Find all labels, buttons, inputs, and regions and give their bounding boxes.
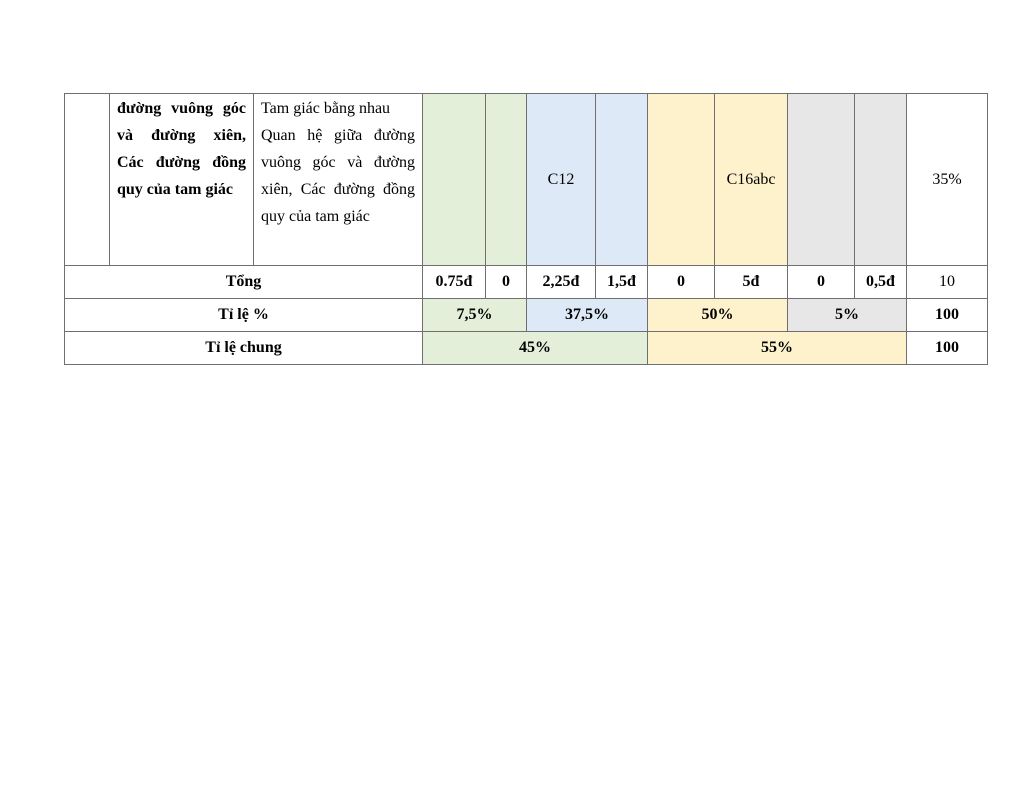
percent-cell: 35% xyxy=(907,94,988,266)
content-line-1: Tam giác bằng nhau xyxy=(261,100,391,117)
content-line-2: Quan hệ giữa đường vuông góc và đường xiên, Các đường đồng quy của tam giác xyxy=(261,127,415,225)
total-value-5: 0 xyxy=(648,266,715,299)
topic-cell: đường vuông góc và đường xiên, Các đường đồng quy của tam giác xyxy=(110,94,254,266)
total-value-7: 0 xyxy=(788,266,855,299)
nb-tl-cell xyxy=(486,94,527,266)
general-basic: 45% xyxy=(423,332,648,365)
vdc-tn-cell xyxy=(788,94,855,266)
percent-nb: 7,5% xyxy=(423,299,527,332)
index-cell xyxy=(65,94,110,266)
total-value-1: 0.75đ xyxy=(423,266,486,299)
general-advanced: 55% xyxy=(648,332,907,365)
percent-total: 100 xyxy=(907,299,988,332)
total-value-6: 5đ xyxy=(715,266,788,299)
vd-tl-cell: C16abc xyxy=(715,94,788,266)
percent-label: Tỉ lệ % xyxy=(65,299,423,332)
total-row xyxy=(65,266,988,299)
percent-vdc: 5% xyxy=(788,299,907,332)
content-row xyxy=(65,94,988,266)
total-value-3: 2,25đ xyxy=(527,266,596,299)
percent-th: 37,5% xyxy=(527,299,648,332)
th-tl-cell xyxy=(596,94,648,266)
total-sum: 10 xyxy=(907,266,988,299)
th-tn-cell: C12 xyxy=(527,94,596,266)
total-value-4: 1,5đ xyxy=(596,266,648,299)
percent-row xyxy=(65,299,988,332)
percent-vd: 50% xyxy=(648,299,788,332)
general-label: Tỉ lệ chung xyxy=(65,332,423,365)
vdc-tl-cell xyxy=(855,94,907,266)
vd-tn-cell xyxy=(648,94,715,266)
total-value-2: 0 xyxy=(486,266,527,299)
general-row xyxy=(65,332,988,365)
total-value-8: 0,5đ xyxy=(855,266,907,299)
matrix-table xyxy=(64,93,988,365)
total-label: Tổng xyxy=(65,266,423,299)
nb-tn-cell xyxy=(423,94,486,266)
general-total: 100 xyxy=(907,332,988,365)
content-cell xyxy=(254,94,423,266)
